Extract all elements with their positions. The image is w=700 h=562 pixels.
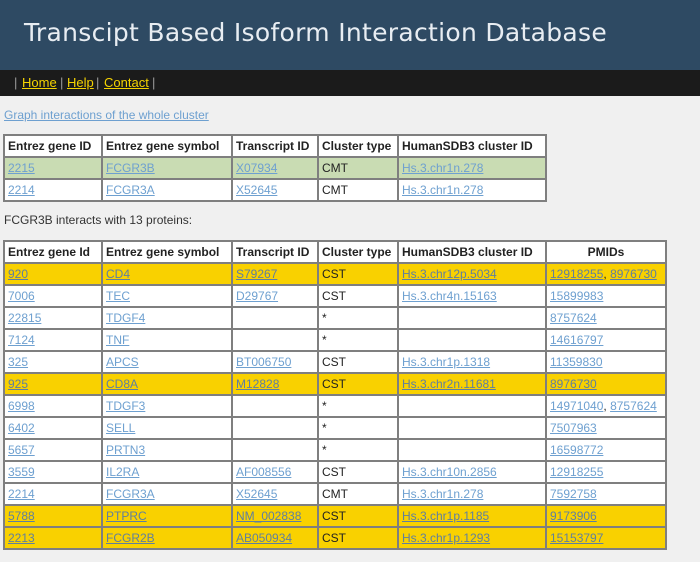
col-header-transcript-id: Transcript ID <box>232 241 318 263</box>
gene-symbol-link-cell <box>102 157 232 179</box>
gene-symbol-link-cell <box>102 351 232 373</box>
cluster-type-text-cell <box>318 505 398 527</box>
nav-help-link[interactable]: Help <box>67 75 94 90</box>
gene-symbol-link-cell <box>102 285 232 307</box>
gene-id-link[interactable]: 6998 <box>8 399 35 413</box>
cluster-type-text-cell <box>318 483 398 505</box>
gene-id-link-cell <box>4 157 102 179</box>
gene-id-link-cell <box>4 439 102 461</box>
pmid-link-cell <box>546 505 666 527</box>
pmid-link[interactable]: 8757624 <box>550 311 597 325</box>
gene-symbol-link[interactable]: TNF <box>106 333 130 347</box>
gene-symbol-link-cell <box>102 329 232 351</box>
transcript-id-link[interactable]: X07934 <box>236 161 278 175</box>
gene-symbol-link-cell <box>102 307 232 329</box>
cluster-type-text: CST <box>322 267 346 281</box>
transcript-id-link[interactable]: AB050934 <box>236 531 293 545</box>
pmid-link-cell <box>546 263 666 285</box>
gene-symbol-link-cell <box>102 417 232 439</box>
gene-symbol-link[interactable]: PTPRC <box>106 509 147 523</box>
nav-separator: | <box>60 75 64 90</box>
transcript-id-link-cell <box>232 263 318 285</box>
cluster-type-text-cell <box>318 417 398 439</box>
gene-symbol-link[interactable]: FCGR3A <box>106 183 155 197</box>
pmid-link-cell <box>546 439 666 461</box>
pmid-link-cell <box>546 417 666 439</box>
gene-id-link-cell <box>4 307 102 329</box>
table-row <box>4 307 666 329</box>
gene-id-link[interactable]: 2213 <box>8 531 35 545</box>
gene-id-link[interactable]: 3559 <box>8 465 35 479</box>
gene-id-link-cell <box>4 527 102 549</box>
gene-symbol-link[interactable]: TEC <box>106 289 130 303</box>
col-header-cluster-type: Cluster type <box>318 135 398 157</box>
cluster-id-link[interactable]: Hs.3.chr1n.278 <box>402 183 484 197</box>
pmid-link[interactable]: 8976730 <box>550 377 597 391</box>
pmid-link-cell <box>546 395 666 417</box>
transcript-id-link-cell <box>232 179 318 201</box>
col-header-gene-id: Entrez gene Id <box>4 241 102 263</box>
cluster-type-text: * <box>322 333 327 347</box>
cluster-type-text: CST <box>322 289 346 303</box>
gene-symbol-link[interactable]: SELL <box>106 421 136 435</box>
cluster-id-link-cell <box>398 351 546 373</box>
cluster-id-link-cell <box>398 439 546 461</box>
cluster-type-text: CST <box>322 355 346 369</box>
cluster-id-link[interactable]: Hs.3.chr1p.1185 <box>402 509 490 523</box>
transcript-id-link[interactable]: BT006750 <box>236 355 292 369</box>
transcript-id-link[interactable]: NM_002838 <box>236 509 302 523</box>
pmid-link[interactable]: 9173906 <box>550 509 597 523</box>
gene-id-link-cell <box>4 483 102 505</box>
gene-id-link-cell <box>4 351 102 373</box>
table-row <box>4 439 666 461</box>
transcript-id-link-cell <box>232 483 318 505</box>
cluster-type-text: CST <box>322 531 346 545</box>
site-header <box>0 0 700 70</box>
gene-id-link[interactable]: 920 <box>8 267 29 281</box>
cluster-type-text: * <box>322 311 327 325</box>
transcript-id-link-cell <box>232 329 318 351</box>
gene-id-link-cell <box>4 461 102 483</box>
cluster-type-text: CMT <box>322 487 348 501</box>
cluster-id-link-cell <box>398 505 546 527</box>
gene-symbol-link-cell <box>102 527 232 549</box>
cluster-id-link-cell <box>398 395 546 417</box>
cluster-id-link-cell <box>398 263 546 285</box>
cluster-type-text-cell <box>318 461 398 483</box>
pmid-link-cell <box>546 329 666 351</box>
gene-id-link[interactable]: 22815 <box>8 311 42 325</box>
table-row <box>4 351 666 373</box>
gene-id-link[interactable]: 2215 <box>8 161 35 175</box>
cluster-type-text: CMT <box>322 183 348 197</box>
cluster-type-text: CST <box>322 509 346 523</box>
pmid-link[interactable]: 8976730 <box>610 267 657 281</box>
cluster-type-text: CST <box>322 465 346 479</box>
table-row <box>4 157 546 179</box>
pmid-link-cell <box>546 527 666 549</box>
cluster-id-link-cell <box>398 329 546 351</box>
table-row <box>4 285 666 307</box>
graph-cluster-link[interactable]: Graph interactions of the whole cluster <box>4 108 209 122</box>
table-row <box>4 263 666 285</box>
cluster-type-text-cell <box>318 263 398 285</box>
table-row <box>4 179 546 201</box>
main-content <box>0 96 700 562</box>
cluster-id-link-cell <box>398 461 546 483</box>
cluster-type-text-cell <box>318 285 398 307</box>
interaction-table-header <box>4 241 666 263</box>
cluster-type-text-cell <box>318 329 398 351</box>
transcript-id-link[interactable]: AF008556 <box>236 465 292 479</box>
pmid-separator: , <box>603 267 607 281</box>
table-row <box>4 329 666 351</box>
gene-id-link-cell <box>4 285 102 307</box>
gene-symbol-link-cell <box>102 505 232 527</box>
cluster-type-text-cell <box>318 395 398 417</box>
gene-id-link[interactable]: 5657 <box>8 443 35 457</box>
interaction-count-text: FCGR3B interacts with 13 proteins: <box>4 213 193 227</box>
cluster-id-link[interactable]: Hs.3.chr1n.278 <box>402 487 484 501</box>
table-row <box>4 483 666 505</box>
gene-symbol-link[interactable]: APCS <box>106 355 139 369</box>
transcript-id-link[interactable]: S79267 <box>236 267 278 281</box>
cluster-id-link[interactable]: Hs.3.chr10n.2856 <box>402 465 497 479</box>
gene-id-link[interactable]: 2214 <box>8 183 35 197</box>
gene-id-link-cell <box>4 329 102 351</box>
gene-id-link[interactable]: 5788 <box>8 509 35 523</box>
pmid-link[interactable]: 7592758 <box>550 487 597 501</box>
cluster-type-text: * <box>322 443 327 457</box>
gene-symbol-link[interactable]: TDGF3 <box>106 399 146 413</box>
gene-symbol-link-cell <box>102 179 232 201</box>
pmid-link[interactable]: 8757624 <box>610 399 657 413</box>
pmid-separator: , <box>603 399 607 413</box>
pmid-link-cell <box>546 351 666 373</box>
cluster-id-link-cell <box>398 373 546 395</box>
gene-id-link[interactable]: 925 <box>8 377 29 391</box>
cluster-id-link[interactable]: Hs.3.chr1n.278 <box>402 161 484 175</box>
pmid-link-cell <box>546 373 666 395</box>
gene-symbol-link[interactable]: TDGF4 <box>106 311 146 325</box>
cluster-id-link[interactable]: Hs.3.chr1p.1293 <box>402 531 491 545</box>
transcript-id-link[interactable]: M12828 <box>236 377 280 391</box>
gene-symbol-link[interactable]: PRTN3 <box>106 443 146 457</box>
transcript-id-link-cell <box>232 395 318 417</box>
cluster-type-text-cell <box>318 351 398 373</box>
transcript-id-link-cell <box>232 373 318 395</box>
gene-symbol-link[interactable]: CD4 <box>106 267 131 281</box>
cluster-type-text-cell <box>318 179 398 201</box>
table-row <box>4 373 666 395</box>
gene-symbol-link[interactable]: CD8A <box>106 377 139 391</box>
pmid-link[interactable]: 12918255 <box>550 267 604 281</box>
site-title: Transcipt Based Isoform Interaction Database <box>24 18 608 47</box>
interaction-table <box>3 240 667 550</box>
pmid-link[interactable]: 14616797 <box>550 333 604 347</box>
col-header-pmids: PMIDs <box>546 241 666 263</box>
nav-bar <box>0 70 700 96</box>
pmid-link-cell <box>546 307 666 329</box>
gene-symbol-link-cell <box>102 395 232 417</box>
table-row <box>4 417 666 439</box>
cluster-id-link-cell <box>398 179 546 201</box>
cluster-type-text-cell <box>318 373 398 395</box>
gene-symbol-link-cell <box>102 461 232 483</box>
gene-symbol-link-cell <box>102 439 232 461</box>
gene-id-link-cell <box>4 417 102 439</box>
table-row <box>4 395 666 417</box>
cluster-id-link-cell <box>398 527 546 549</box>
cluster-id-link-cell <box>398 417 546 439</box>
cluster-type-text-cell <box>318 307 398 329</box>
gene-id-link-cell <box>4 179 102 201</box>
transcript-id-link[interactable]: X52645 <box>236 183 278 197</box>
pmid-link[interactable]: 15899983 <box>550 289 604 303</box>
pmid-link[interactable]: 14971040 <box>550 399 604 413</box>
transcript-id-link-cell <box>232 307 318 329</box>
gene-id-link[interactable]: 325 <box>8 355 29 369</box>
transcript-id-link-cell <box>232 417 318 439</box>
cluster-table-header <box>4 135 546 157</box>
gene-id-link[interactable]: 6402 <box>8 421 35 435</box>
gene-id-link-cell <box>4 373 102 395</box>
transcript-id-link-cell <box>232 439 318 461</box>
col-header-gene-symbol: Entrez gene symbol <box>102 135 232 157</box>
gene-id-link-cell <box>4 263 102 285</box>
gene-id-link-cell <box>4 505 102 527</box>
table-row <box>4 527 666 549</box>
cluster-type-text-cell <box>318 439 398 461</box>
pmid-link[interactable]: 15153797 <box>550 531 604 545</box>
transcript-id-link-cell <box>232 285 318 307</box>
cluster-type-text: * <box>322 421 327 435</box>
transcript-id-link-cell <box>232 505 318 527</box>
cluster-id-link-cell <box>398 285 546 307</box>
gene-id-link[interactable]: 7006 <box>8 289 35 303</box>
col-header-cluster-id: HumanSDB3 cluster ID <box>398 135 546 157</box>
col-header-cluster-type: Cluster type <box>318 241 398 263</box>
transcript-id-link[interactable]: X52645 <box>236 487 278 501</box>
transcript-id-link-cell <box>232 527 318 549</box>
cluster-id-link-cell <box>398 157 546 179</box>
cluster-id-link-cell <box>398 483 546 505</box>
table-row <box>4 461 666 483</box>
col-header-gene-id: Entrez gene ID <box>4 135 102 157</box>
cluster-id-link[interactable]: Hs.3.chr12p.5034 <box>402 267 497 281</box>
col-header-gene-symbol: Entrez gene symbol <box>102 241 232 263</box>
transcript-id-link-cell <box>232 157 318 179</box>
pmid-link-cell <box>546 461 666 483</box>
gene-id-link[interactable]: 2214 <box>8 487 35 501</box>
nav-separator: | <box>14 75 18 90</box>
cluster-id-link[interactable]: Hs.3.chr1p.1318 <box>402 355 491 369</box>
cluster-type-text: * <box>322 399 327 413</box>
gene-symbol-link[interactable]: FCGR3A <box>106 487 155 501</box>
gene-symbol-link[interactable]: IL2RA <box>106 465 140 479</box>
cluster-type-text-cell <box>318 527 398 549</box>
nav-separator: | <box>152 75 156 90</box>
col-header-transcript-id: Transcript ID <box>232 135 318 157</box>
gene-symbol-link[interactable]: FCGR2B <box>106 531 155 545</box>
cluster-id-link-cell <box>398 307 546 329</box>
pmid-link[interactable]: 11359830 <box>550 355 603 369</box>
gene-symbol-link-cell <box>102 373 232 395</box>
table-row <box>4 505 666 527</box>
transcript-id-link-cell <box>232 351 318 373</box>
cluster-table <box>3 134 547 202</box>
cluster-id-link[interactable]: Hs.3.chr2n.11681 <box>402 377 496 391</box>
pmid-link-cell <box>546 285 666 307</box>
gene-id-link-cell <box>4 395 102 417</box>
nav-home-link[interactable]: Home <box>22 75 57 90</box>
pmid-link[interactable]: 12918255 <box>550 465 604 479</box>
pmid-link-cell <box>546 483 666 505</box>
gene-id-link[interactable]: 7124 <box>8 333 35 347</box>
cluster-type-text: CST <box>322 377 346 391</box>
cluster-id-link[interactable]: Hs.3.chr4n.15163 <box>402 289 497 303</box>
nav-separator: | <box>96 75 100 90</box>
cluster-type-text-cell <box>318 157 398 179</box>
pmid-link[interactable]: 16598772 <box>550 443 604 457</box>
cluster-type-text: CMT <box>322 161 348 175</box>
pmid-link[interactable]: 7507963 <box>550 421 597 435</box>
transcript-id-link-cell <box>232 461 318 483</box>
transcript-id-link[interactable]: D29767 <box>236 289 279 303</box>
gene-symbol-link-cell <box>102 483 232 505</box>
col-header-cluster-id: HumanSDB3 cluster ID <box>398 241 546 263</box>
gene-symbol-link-cell <box>102 263 232 285</box>
gene-symbol-link[interactable]: FCGR3B <box>106 161 155 175</box>
nav-contact-link[interactable]: Contact <box>104 75 149 90</box>
